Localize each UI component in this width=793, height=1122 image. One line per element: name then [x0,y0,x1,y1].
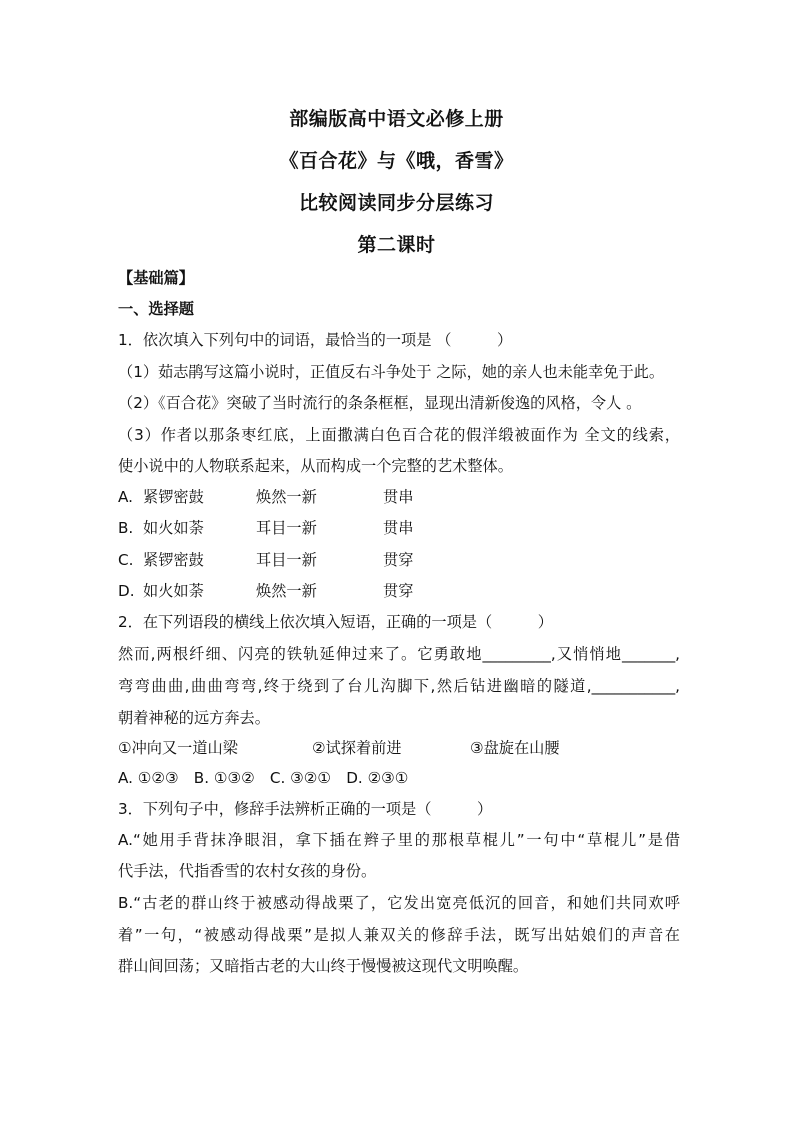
question-2-choice-2: ②试探着前进 [312,739,402,757]
section-label: 【基础篇】 [118,269,194,287]
part-heading: 一、选择题 [118,300,194,318]
question-1-sentence-2: （2）《百合花》突破了当时流行的条条框框，显现出清新俊逸的风格，令人 。 [118,394,642,412]
doc-exercise-title: 比较阅读同步分层练习 [298,192,494,214]
question-2-passage-2: 弯弯曲曲,曲曲弯弯,终于绕到了台儿沟脚下,然后钻进幽暗的隧道,___________, [118,677,680,695]
question-3-option-b-end: 群山间回荡；又暗指古老的大山终于慢慢被这现代文明唤醒。 [118,957,529,975]
question-1-sentence-3: （3）作者以那条枣红底，上面撒满白色百合花的假洋缎被面作为 全文的线索， [118,426,680,444]
question-3-option-a-cont: 代手法，代指香雪的农村女孩的身份。 [118,862,377,880]
question-1-sentence-1: （1）茹志鹃写这篇小说时，正值反右斗争处于 之际，她的亲人也未能幸免于此。 [118,363,665,381]
doc-lesson-title: 第二课时 [357,234,436,256]
question-2-choice-3: ③盘旋在山腰 [470,739,560,757]
question-2-stem: 2．在下列语段的横线上依次填入短语，正确的一项是（ ） [118,613,553,631]
question-2-passage-3: 朝着神秘的远方奔去。 [118,709,270,727]
question-1-stem: 1．依次填入下列句中的词语，最恰当的一项是 （ ） [118,331,513,349]
doc-subtitle: 《百合花》与《哦，香雪》 [279,150,514,172]
doc-title: 部编版高中语文必修上册 [289,108,504,130]
question-2-passage-1: 然而,两根纤细、闪亮的铁轨延伸过来了。它勇敢地_________,又悄悄地_______, [118,645,680,663]
question-2-choice-1: ①冲向又一道山梁 [118,739,238,757]
question-3-option-b: B.“古老的群山终于被感动得战栗了，它发出宽亮低沉的回音，和她们共同欢呼 [118,894,680,912]
question-3-stem: 3．下列句子中，修辞手法辨析正确的一项是（ ） [118,800,493,818]
question-3-option-a: A.“她用手背抹净眼泪，拿下插在辫子里的那根草棍儿”一句中“草棍儿”是借 [118,831,680,849]
document-page: 部编版高中语文必修上册 《百合花》与《哦，香雪》 比较阅读同步分层练习 第二课时 【基础篇】 一、选择题 1．依次填入下列句中的词语，最恰当的一项是 （ ） （1）茹志鹃写这篇小说时，正值反右斗争处于 之际，她的亲人也未能幸免于此。 （2）《百合花》突破了当时流行的条条框框，显现出清新俊逸的风格，令人 。 （3）作者以那条枣红底，上面撒满白色百合花的假洋缎被面作为 全文的线索， 使小说中的人物联系起来，从而构成一个完整的艺术整体。 A. 紧锣密鼓 焕然一新 贯串 B. 如火如荼 耳目一新 贯串 C. 紧锣密鼓 耳目一新 贯穿 D. 如火如荼 焕然一新 贯穿 2．在下列语段的横线上依次填入短语，正确的一项是（ ） 然而,两根纤细、闪亮的铁轨延伸过来了。它勇敢地_________,又悄悄地_______, 弯弯曲曲,曲曲弯弯,终于绕到了台儿沟脚下,然后钻进幽暗的隧道,___________, 朝着神秘的远方奔去。 ①冲向又一道山梁 ②试探着前进 ③盘旋在山腰 A. ①②③ B. ①③② C. ③②① D. ②③① 3．下列句子中，修辞手法辨析正确的一项是（ ） A.“她用手背抹净眼泪，拿下插在辫子里的那根草棍儿”一句中“草棍儿”是借 代手法，代指香雪的农村女孩的身份。 B.“古老的群山终于被感动得战栗了，它发出宽亮低沉的回音，和她们共同欢呼 着”一句，“被感动得战栗”是拟人兼双关的修辞手法，既写出姑娘们的声音在 群山间回荡；又暗指古老的大山终于慢慢被这现代文明唤醒。 [0,0,793,1122]
question-1-sentence-3-cont: 使小说中的人物联系起来，从而构成一个完整的艺术整体。 [118,457,513,475]
question-3-option-b-cont: 着”一句，“被感动得战栗”是拟人兼双关的修辞手法，既写出姑娘们的声音在 [118,926,680,944]
question-2-answers: A. ①②③ B. ①③② C. ③②① D. ②③① [118,769,409,787]
